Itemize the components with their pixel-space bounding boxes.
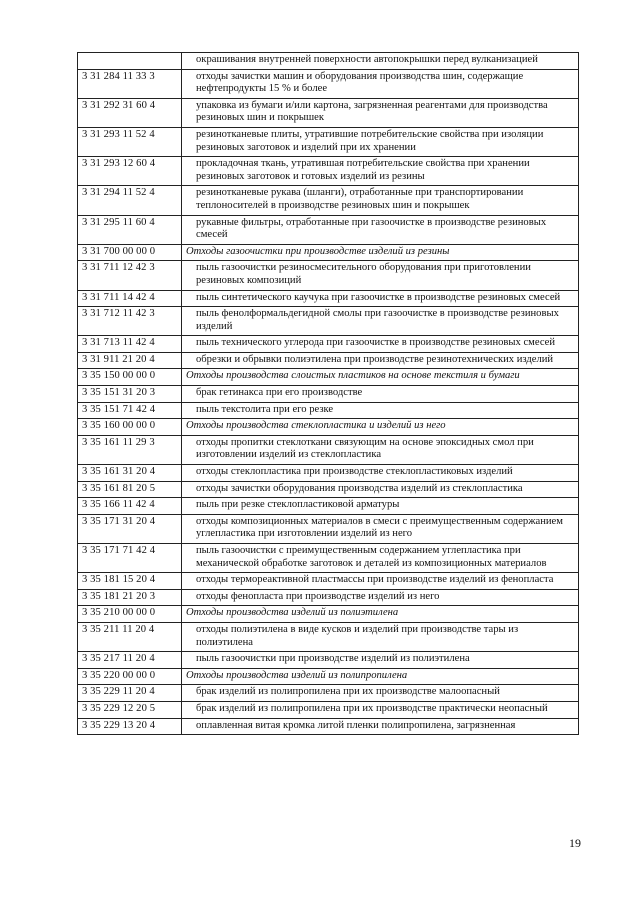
waste-code-cell: 3 35 181 21 20 3 [78,589,182,606]
table-row [78,498,579,515]
waste-description-cell: отходы пропитки стеклоткани связующим на основе эпоксидных смол при изготовлении изделий из стеклопластика [182,435,579,464]
table-row [78,701,579,718]
waste-code-cell: 3 35 211 11 20 4 [78,622,182,651]
waste-description-cell: брак изделий из полипропилена при их производстве практически неопасный [182,701,579,718]
table-row [78,589,579,606]
table-section-header-row [78,419,579,436]
table-row [78,514,579,543]
table-row [78,402,579,419]
waste-description-cell: оплавленная витая кромка литой пленки полипропилена, загрязненная [182,718,579,735]
table-section-header-row [78,244,579,261]
waste-code-cell: 3 31 911 21 20 4 [78,352,182,369]
waste-description-cell: пыль газоочистки при производстве изделий из полиэтилена [182,652,579,669]
table-section-header-row [78,606,579,623]
waste-code-cell [78,53,182,70]
table-row [78,127,579,156]
waste-code-cell: 3 35 171 31 20 4 [78,514,182,543]
waste-code-cell: 3 35 151 71 42 4 [78,402,182,419]
section-title-cell: Отходы производства стеклопластика и изделий из него [182,419,579,436]
table-row [78,386,579,403]
table-row [78,352,579,369]
waste-description-cell: пыль технического углерода при газоочистке в производстве резиновых смесей [182,336,579,353]
table-row [78,157,579,186]
waste-code-cell: 3 31 292 31 60 4 [78,98,182,127]
waste-code-cell: 3 35 220 00 00 0 [78,668,182,685]
waste-description-cell: отходы зачистки оборудования производства изделий из стеклопластика [182,481,579,498]
waste-description-cell: отходы стеклопластика при производстве стеклопластиковых изделий [182,465,579,482]
section-title-cell: Отходы производства изделий из полипропилена [182,668,579,685]
waste-code-cell: 3 35 161 11 29 3 [78,435,182,464]
waste-code-cell: 3 31 295 11 60 4 [78,215,182,244]
table-section-header-row [78,369,579,386]
waste-description-cell: прокладочная ткань, утратившая потребительские свойства при хранении резиновых заготовок и готовых изделий из резины [182,157,579,186]
table-row [78,307,579,336]
waste-description-cell: отходы зачистки машин и оборудования производства шин, содержащие нефтепродукты 15 % и более [182,69,579,98]
table-row [78,435,579,464]
table-section-header-row [78,668,579,685]
waste-code-cell: 3 31 293 11 52 4 [78,127,182,156]
waste-code-cell: 3 35 161 31 20 4 [78,465,182,482]
waste-description-cell: пыль текстолита при его резке [182,402,579,419]
waste-description-cell: брак гетинакса при его производстве [182,386,579,403]
waste-code-cell: 3 31 700 00 00 0 [78,244,182,261]
waste-description-cell: пыль газоочистки с преимущественным содержанием углепластика при механической обработке заготовок и деталей из композиционных материалов [182,544,579,573]
table-row [78,336,579,353]
waste-code-cell: 3 35 150 00 00 0 [78,369,182,386]
table-row [78,622,579,651]
waste-code-cell: 3 31 713 11 42 4 [78,336,182,353]
waste-description-cell: резинотканевые плиты, утратившие потребительские свойства при изоляции резиновых заготовок и изделий при их хранении [182,127,579,156]
table-row [78,261,579,290]
section-title-cell: Отходы производства изделий из полиэтилена [182,606,579,623]
section-title-cell: Отходы производства слоистых пластиков на основе текстиля и бумаги [182,369,579,386]
waste-code-cell: 3 31 712 11 42 3 [78,307,182,336]
waste-code-cell: 3 35 161 81 20 5 [78,481,182,498]
waste-description-cell: окрашивания внутренней поверхности автопокрышки перед вулканизацией [182,53,579,70]
waste-code-cell: 3 35 160 00 00 0 [78,419,182,436]
waste-description-cell: пыль газоочистки резиносмесительного оборудования при приготовлении резиновых композиций [182,261,579,290]
waste-code-cell: 3 35 181 15 20 4 [78,573,182,590]
waste-description-cell: пыль синтетического каучука при газоочистке в производстве резиновых смесей [182,290,579,307]
table-row [78,685,579,702]
table-row [78,98,579,127]
table-row [78,718,579,735]
table-row [78,186,579,215]
page-number: 19 [569,836,581,850]
waste-description-cell: упаковка из бумаги и/или картона, загрязненная реагентами для производства резиновых шин и покрышек [182,98,579,127]
waste-description-cell: рукавные фильтры, отработанные при газоочистке в производстве резиновых смесей [182,215,579,244]
waste-code-table [77,52,579,735]
table-row [78,53,579,70]
waste-description-cell: обрезки и обрывки полиэтилена при производстве резинотехнических изделий [182,352,579,369]
waste-code-cell: 3 35 151 31 20 3 [78,386,182,403]
waste-description-cell: брак изделий из полипропилена при их производстве малоопасный [182,685,579,702]
table-row [78,465,579,482]
waste-code-cell: 3 31 284 11 33 3 [78,69,182,98]
waste-code-cell: 3 31 293 12 60 4 [78,157,182,186]
table-row [78,573,579,590]
waste-code-cell: 3 35 210 00 00 0 [78,606,182,623]
waste-description-cell: пыль фенолформальдегидной смолы при газоочистке в производстве резиновых изделий [182,307,579,336]
table-row [78,215,579,244]
table-row [78,69,579,98]
table-row [78,544,579,573]
table-row [78,652,579,669]
waste-code-cell: 3 35 229 13 20 4 [78,718,182,735]
table-row [78,481,579,498]
waste-code-cell: 3 35 229 11 20 4 [78,685,182,702]
waste-code-cell: 3 35 171 71 42 4 [78,544,182,573]
waste-code-cell: 3 31 711 14 42 4 [78,290,182,307]
waste-description-cell: отходы полиэтилена в виде кусков и изделий при производстве тары из полиэтилена [182,622,579,651]
waste-description-cell: пыль при резке стеклопластиковой арматуры [182,498,579,515]
waste-code-cell: 3 31 711 12 42 3 [78,261,182,290]
waste-code-cell: 3 35 166 11 42 4 [78,498,182,515]
waste-code-cell: 3 35 217 11 20 4 [78,652,182,669]
waste-description-cell: отходы термореактивной пластмассы при производстве изделий из фенопласта [182,573,579,590]
table-row [78,290,579,307]
waste-description-cell: отходы композиционных материалов в смеси с преимущественным содержанием углепластика при изготовлении изделий из него [182,514,579,543]
waste-description-cell: отходы фенопласта при производстве изделий из него [182,589,579,606]
waste-description-cell: резинотканевые рукава (шланги), отработанные при транспортировании теплоносителей в производстве резиновых шин и покрышек [182,186,579,215]
waste-code-cell: 3 35 229 12 20 5 [78,701,182,718]
section-title-cell: Отходы газоочистки при производстве изделий из резины [182,244,579,261]
waste-code-cell: 3 31 294 11 52 4 [78,186,182,215]
